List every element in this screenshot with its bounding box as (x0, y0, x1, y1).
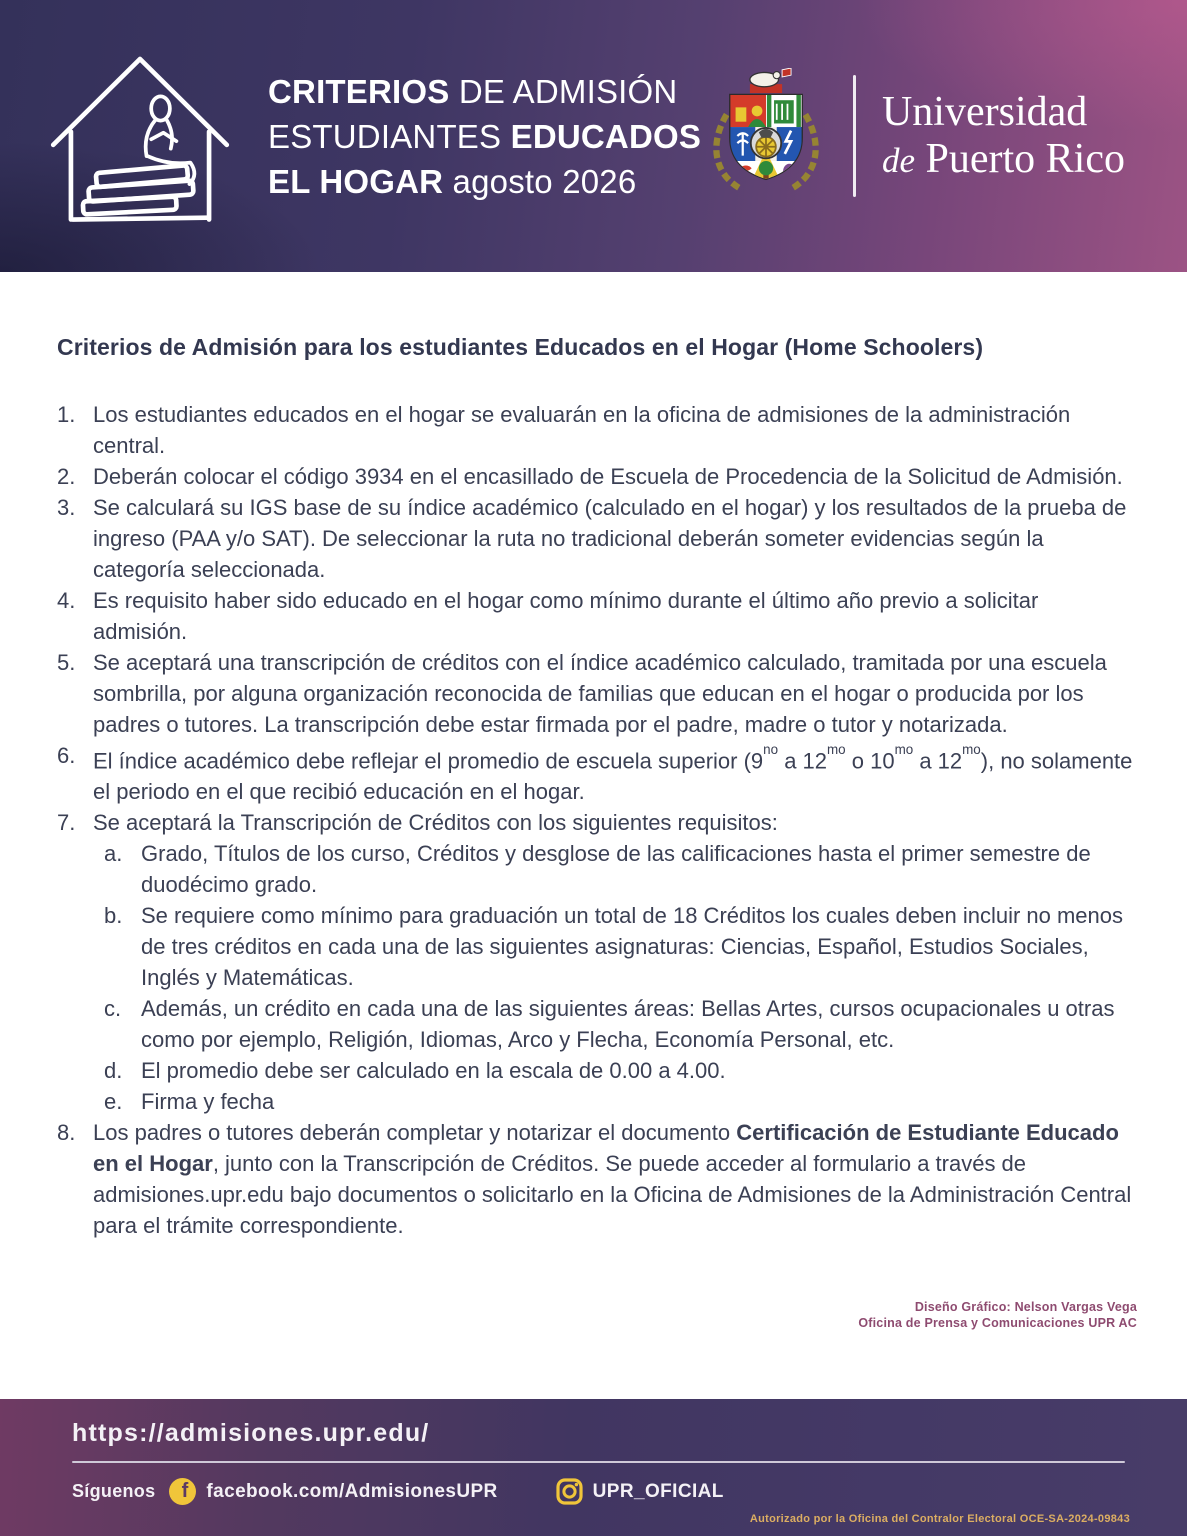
sub-item-letter: d. (104, 1058, 123, 1084)
sub-item-b (104, 900, 1137, 993)
logo-wordmark (882, 89, 1125, 183)
item-number: 8. (57, 1120, 76, 1146)
list-item-4 (57, 585, 1137, 647)
list-item-8 (57, 1117, 1137, 1241)
credits-line-1: Diseño Gráfico: Nelson Vargas Vega (914, 1300, 1137, 1315)
list-item-6 (57, 740, 1137, 807)
sub-item-d (104, 1055, 1137, 1086)
credits-line-2: Oficina de Prensa y Comunicaciones UPR AC (858, 1316, 1137, 1331)
sub-item-c (104, 993, 1137, 1055)
item-number: 6. (57, 743, 76, 768)
item-number: 5. (57, 650, 76, 675)
item-text: Los estudiantes educados en el hogar se evaluarán en la oficina de admisiones de la administración central. (93, 402, 1071, 458)
item-number: 1. (57, 402, 76, 427)
sub-item-letter: a. (104, 841, 123, 867)
wordmark-line-1: Universidad (881, 88, 1088, 135)
item-text: Es requisito haber sido educado en el hogar como mínimo durante el último año previo a solicitar admisión. (93, 588, 1039, 644)
item-number: 3. (57, 495, 76, 520)
list-item-7 (57, 807, 1137, 838)
sub-item-letter: e. (104, 1089, 123, 1115)
document-name-bold: Certificación de Estudiante Educado en el Hogar (93, 1120, 1119, 1177)
item-number: 4. (57, 588, 76, 613)
authorization-note: Autorizado por la Oficina del Contralor Electoral OCE-SA-2024-09843 (749, 1513, 1130, 1525)
item-text: El índice académico debe reflejar el promedio de escuela superior ($9^{no}$ a $12^{mo}$ o $10^{mo}$ a $12^{mo}$), no solamente el periodo en el que recibió educación en el hogar. (93, 741, 1133, 805)
item-number: 7. (57, 810, 76, 836)
footer (0, 1399, 1187, 1536)
social-row (72, 1478, 1130, 1505)
ordinal-superscript: mo (827, 741, 846, 757)
content (0, 272, 1187, 1399)
sub-item-text: Firma y fecha (141, 1089, 275, 1115)
sub-item-letter: b. (104, 903, 123, 929)
follow-label: Síguenos (72, 1481, 156, 1501)
facebook-icon[interactable]: f (169, 1478, 196, 1505)
credits (57, 1299, 1137, 1331)
title-line-2: ESTUDIANTES EDUCADOS (268, 117, 702, 155)
home-reading-icon (42, 36, 238, 236)
item-text: Se aceptará una transcripción de créditos con el índice académico calculado, tramitada por una escuela sombrilla, por alguna organización reconocida de familias que educan en el hogar o producida por los padres o tutores. La transcripción debe estar firmada por el padre, madre o tutor y notarizada. (93, 650, 1107, 737)
sub-item-text: Grado, Títulos de los curso, Créditos y desglose de las calificaciones hasta el primer semestre de duodécimo grado. (141, 841, 1091, 898)
divider-line (72, 1461, 1125, 1463)
page-title: Criterios de Admisión para los estudiantes Educados en el Hogar (Home Schoolers) (57, 334, 984, 360)
item-text: Los padres o tutores deberán completar y notarizar el documento Certificación de Estudiante Educado en el Hogar, junto con la Transcripción de Créditos. Se puede acceder al formulario a través de admisiones.upr.edu bajo documentos o solicitarlo en la Oficina de Admisiones de la Administración Central para el trámite correspondiente. (93, 1120, 1132, 1239)
sub-item-text: El promedio debe ser calculado en la escala de 0.00 a 4.00. (141, 1058, 726, 1084)
instagram-icon[interactable] (556, 1478, 583, 1505)
list-item-3 (57, 492, 1137, 585)
sub-item-text: Además, un crédito en cada una de las siguientes áreas: Bellas Artes, cursos ocupacionales u otras como por ejemplo, Religión, Idiomas, Arco y Flecha, Economía Personal, etc. (141, 996, 1115, 1053)
item-text: Se calculará su IGS base de su índice académico (calculado en el hogar) y los resultados de la prueba de ingreso (PAA y/o SAT). De seleccionar la ruta no tradicional deberán someter evidencias según la categoría seleccionada. (93, 495, 1127, 582)
ordinal-superscript: mo (962, 741, 981, 757)
ordinal-superscript: no (763, 741, 779, 757)
list-item-5 (57, 647, 1137, 740)
logo-separator (853, 75, 856, 197)
facebook-handle[interactable]: facebook.com/AdmisionesUPR (206, 1480, 498, 1502)
item-number: 2. (57, 464, 76, 489)
sub-item-letter: c. (104, 996, 122, 1022)
item-text: Deberán colocar el código 3934 en el encasillado de Escuela de Procedencia de la Solicitud de Admisión. (93, 464, 1123, 489)
header-title (268, 69, 701, 204)
header-banner (0, 0, 1187, 272)
sub-list (104, 838, 1137, 1117)
wordmark-line-2: de Puerto Rico (881, 136, 1125, 182)
upr-crest-icon (703, 68, 829, 204)
list-item-1 (57, 399, 1137, 461)
instagram-handle[interactable]: UPR_OFICIAL (592, 1480, 724, 1502)
sub-item-a (104, 838, 1137, 900)
upr-logo (703, 68, 1125, 204)
list-item-2 (57, 461, 1137, 492)
admission-list (57, 399, 1137, 1241)
sub-item-text: Se requiere como mínimo para graduación un total de 18 Créditos los cuales deben incluir no menos de tres créditos en cada una de las siguientes asignaturas: Ciencias, Español, Estudios Sociales, Inglés y Matemáticas. (141, 903, 1124, 991)
site-url[interactable]: https://admisiones.upr.edu/ (72, 1419, 430, 1447)
sub-item-e (104, 1086, 1137, 1117)
title-line-3: EL HOGAR agosto 2026 (268, 162, 637, 200)
item-text: Se aceptará la Transcripción de Créditos con los siguientes requisitos: (93, 810, 778, 836)
title-line-1: CRITERIOS DE ADMISIÓN (268, 72, 678, 110)
ordinal-superscript: mo (894, 741, 914, 757)
